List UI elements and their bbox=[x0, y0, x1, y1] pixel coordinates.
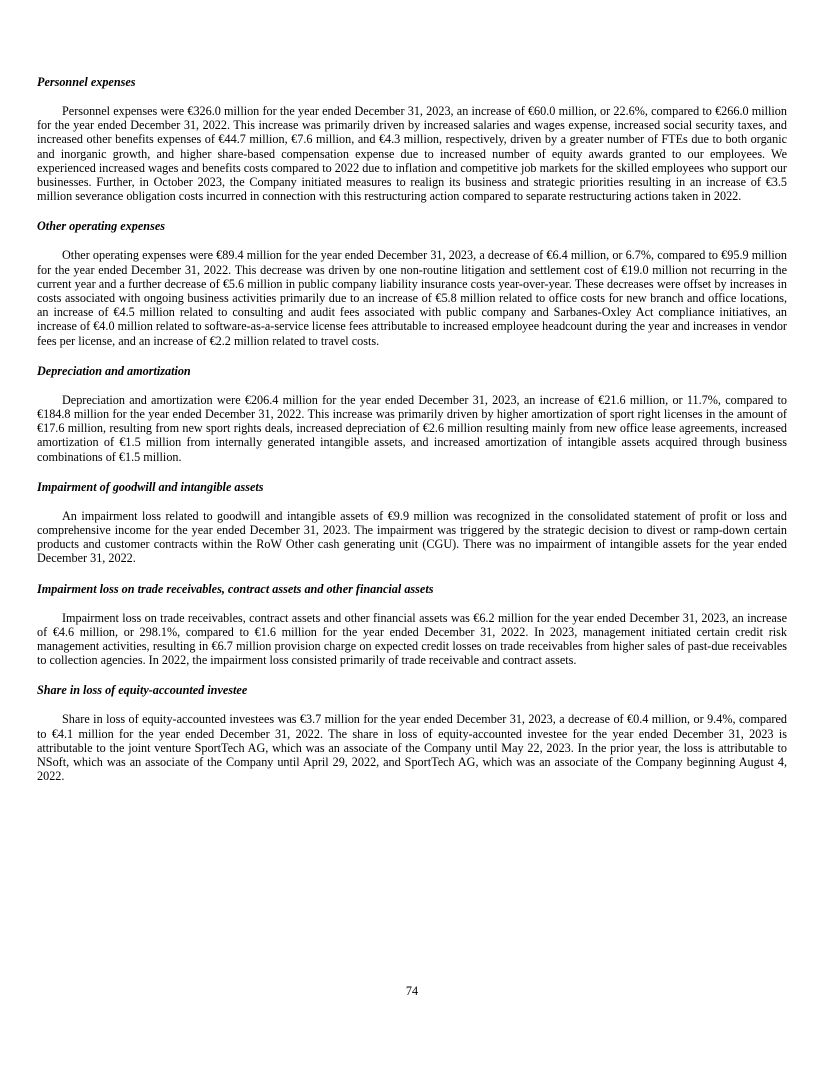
section-heading: Share in loss of equity-accounted investee bbox=[37, 683, 248, 698]
section-heading: Personnel expenses bbox=[37, 75, 136, 89]
section-paragraph: Personnel expenses were €326.0 million for the year ended December 31, 2023, an increase of €60.0 million, or 22.6%, compared to €266.0 million for the year ended December 31, 2022. This increase was primarily driven by increased salaries and wages expense, increased social security taxes, and increased other benefits expenses of €44.7 million, €7.6 million, and €4.3 million, respectively, driven by a greater number of FTEs due to both organic and inorganic growth, and higher share-based compensation expense due to increased number of equity awards granted to our employees. We experienced increased wages and benefits costs compared to 2022 due to inflation and competitive job markets for the skilled employees who support our businesses. Further, in October 2023, the Company initiated measures to realign its business and strategic priorities resulting in an increase of €3.5 million severance obligation costs incurred in connection with this restructuring action compared to separate restructuring actions taken in 2022. bbox=[37, 104, 787, 204]
document-page bbox=[37, 74, 787, 799]
section-heading: Impairment of goodwill and intangible assets bbox=[37, 479, 264, 494]
section-impairment-goodwill bbox=[37, 479, 787, 566]
section-paragraph: Share in loss of equity-accounted investees was €3.7 million for the year ended December 31, 2023, a decrease of €0.4 million, or 9.4%, compared to €4.1 million for the year ended December 31, 2022. The share in loss of equity-accounted investee for the year ended December 31, 2023 is attributable to the joint venture SportTech AG, which was an associate of the Company until May 22, 2023. In the prior year, the loss is attributable to NSoft, which was an associate of the Company until April 29, 2022, and SportTech AG, which was an associate of the Company beginning August 4, 2022. bbox=[37, 712, 787, 784]
section-heading: Depreciation and amortization bbox=[37, 363, 191, 378]
section-equity-investee-loss bbox=[37, 682, 787, 783]
section-paragraph: Other operating expenses were €89.4 million for the year ended December 31, 2023, a decrease of €6.4 million, or 6.7%, compared to €95.9 million for the year ended December 31, 2022. This decrease was driven by one non-routine litigation and settlement cost of €19.0 million not recurring in the current year and a further decrease of €5.6 million in public company liability insurance costs year-over-year. These decreases were offset by increases in costs associated with ongoing business activities primarily due to an increase of €5.8 million related to office costs for new branch and office locations, an increase of €4.5 million related to consulting and audit fees associated with public company and Sarbanes-Oxley Act compliance initiatives, an increase of €4.0 million related to software-as-a-service license fees attributable to increased employee headcount during the year and increases in vendor fees per license, and an increase of €2.2 million related to travel costs. bbox=[37, 248, 787, 348]
page-number: 74 bbox=[405, 984, 419, 998]
section-paragraph: An impairment loss related to goodwill and intangible assets of €9.9 million was recognized in the consolidated statement of profit or loss and comprehensive income for the year ended December 31, 2023. The impairment was triggered by the strategic decision to divest or ramp-down certain products and customer contracts within the RoW Other cash generating unit (CGU). There was no impairment of intangible assets for the year ended December 31, 2022. bbox=[37, 508, 787, 566]
section-heading: Impairment loss on trade receivables, contract assets and other financial assets bbox=[37, 581, 434, 596]
section-personnel-expenses bbox=[37, 74, 787, 203]
section-depreciation-amortization bbox=[37, 363, 787, 464]
section-other-operating-expenses bbox=[37, 218, 787, 347]
section-paragraph: Depreciation and amortization were €206.4 million for the year ended December 31, 2023, an increase of €21.6 million, or 11.7%, compared to €184.8 million for the year ended December 31, 2022. This increase was primarily driven by higher amortization of sport right licenses in the amount of €17.6 million, resulting from new sport rights deals, increased depreciation of €2.6 million resulting mainly from new office lease agreements, increased amortization of €1.5 million from internally generated intangible assets, and increased amortization of intangible assets acquired through business combinations of €1.5 million. bbox=[37, 392, 787, 464]
section-impairment-receivables bbox=[37, 581, 787, 668]
section-paragraph: Impairment loss on trade receivables, contract assets and other financial assets was €6.2 million for the year ended December 31, 2023, an increase of €4.6 million, or 298.1%, compared to €1.6 million for the year ended December 31, 2022. In 2023, management initiated certain credit risk management activities, resulting in €6.7 million provision charge on expected credit losses on trade receivables from higher sales of past-due receivables to collection agencies. In 2022, the impairment loss consisted primarily of trade receivable and contract assets. bbox=[37, 610, 787, 668]
section-heading: Other operating expenses bbox=[37, 219, 165, 234]
